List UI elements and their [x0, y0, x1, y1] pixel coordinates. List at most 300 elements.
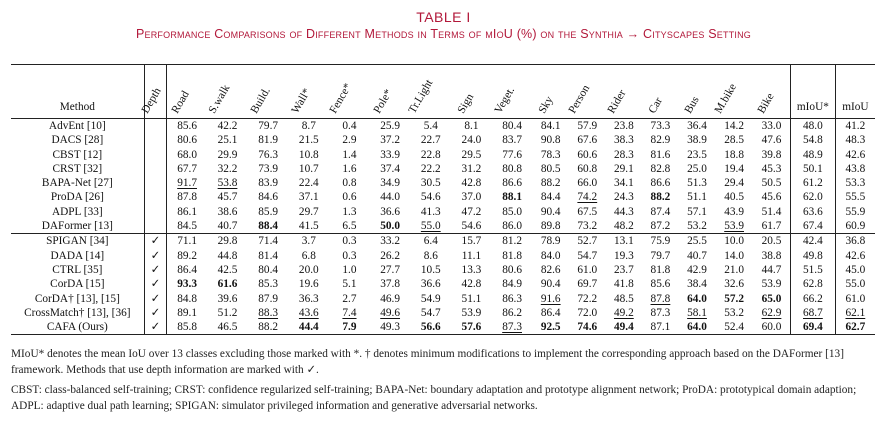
- class-value-cell: [753, 320, 791, 335]
- class-value-cell: [248, 292, 289, 306]
- cell-value: 62.1: [845, 306, 866, 319]
- class-value-cell: [642, 190, 679, 204]
- class-value-cell: [207, 234, 248, 249]
- cell-value: 29.5: [461, 148, 482, 161]
- class-value-cell: [569, 119, 606, 134]
- class-value-cell: [715, 148, 753, 162]
- cell-value: 44.7: [761, 263, 782, 276]
- class-value-cell: [642, 176, 679, 190]
- class-value-cell: [248, 320, 289, 335]
- class-value-cell: [532, 119, 569, 134]
- cell-value: 54.8: [803, 134, 823, 147]
- cell-value: 67.6: [577, 134, 598, 147]
- class-value-cell: [532, 219, 569, 234]
- table-row: [11, 292, 875, 306]
- class-value-cell: [642, 133, 679, 147]
- class-value-cell: [288, 176, 329, 190]
- cell-value: 45.6: [761, 191, 782, 204]
- class-value-cell: [606, 119, 643, 134]
- class-value-cell: [451, 320, 492, 335]
- cell-value: 66.2: [803, 292, 823, 305]
- class-value-cell: [606, 263, 643, 277]
- class-value-cell: [288, 205, 329, 219]
- cell-value: 57.9: [577, 120, 598, 132]
- class-value-cell: [642, 234, 679, 249]
- class-value-cell: [451, 162, 492, 176]
- cell-value: 82.8: [650, 162, 671, 175]
- cell-value: 46.9: [380, 292, 401, 305]
- miou-cell: [835, 190, 875, 204]
- depth-header-label: Depth: [139, 85, 164, 116]
- depth-check-cell: ✓: [144, 277, 166, 291]
- class-value-cell: [248, 249, 289, 263]
- cell-value: 84.6: [258, 191, 279, 204]
- depth-check-cell: [144, 119, 166, 134]
- class-value-cell: [370, 320, 411, 335]
- cell-value: 80.4: [502, 120, 522, 132]
- cell-value: 55.0: [420, 220, 441, 233]
- class-header-label: Wall*: [289, 86, 314, 116]
- cell-value: 51.5: [803, 263, 823, 276]
- class-value-cell: [715, 190, 753, 204]
- cell-value: 86.4: [177, 263, 197, 276]
- depth-check-cell: ✓: [144, 249, 166, 263]
- method-cell: DAFormer [13]: [11, 219, 144, 234]
- cell-value: 44.4: [298, 321, 319, 334]
- table-caption-label: TABLE I: [416, 9, 471, 25]
- class-value-cell: [642, 119, 679, 134]
- cell-value: 40.7: [687, 249, 707, 262]
- cell-value: 1.4: [342, 148, 357, 161]
- class-value-cell: [370, 249, 411, 263]
- cell-value: 36.6: [420, 278, 441, 291]
- cell-value: 84.5: [177, 220, 197, 233]
- cell-value: 29.9: [217, 148, 238, 161]
- table-row: [11, 277, 875, 291]
- cell-value: 30.5: [420, 177, 441, 190]
- cell-value: 57.6: [461, 321, 482, 334]
- cell-value: 65.0: [761, 292, 782, 305]
- cell-value: 53.9: [761, 278, 782, 291]
- cell-value: 22.8: [420, 148, 441, 161]
- cell-value: 41.3: [420, 205, 441, 218]
- class-value-cell: [167, 176, 208, 190]
- depth-check-cell: ✓: [144, 263, 166, 277]
- class-value-cell: [606, 162, 643, 176]
- class-value-cell: [679, 148, 716, 162]
- depth-check-cell: [144, 148, 166, 162]
- cell-value: 6.4: [423, 235, 438, 248]
- class-value-cell: [410, 249, 451, 263]
- miou-star-cell: [791, 148, 836, 162]
- cell-value: 51.3: [687, 177, 707, 190]
- class-value-cell: [370, 292, 411, 306]
- cell-value: 41.8: [613, 278, 634, 291]
- class-header: [451, 65, 492, 119]
- class-value-cell: [410, 162, 451, 176]
- miou-star-cell: [791, 205, 836, 219]
- class-value-cell: [329, 205, 370, 219]
- class-value-cell: [492, 306, 533, 320]
- cell-value: 83.9: [258, 177, 279, 190]
- class-value-cell: [370, 234, 411, 249]
- cell-value: 88.3: [258, 306, 279, 319]
- cell-value: 19.3: [613, 249, 634, 262]
- cell-value: 55.5: [845, 191, 866, 204]
- class-value-cell: [679, 205, 716, 219]
- miou-cell: [835, 263, 875, 277]
- cell-value: 58.1: [687, 306, 707, 319]
- class-value-cell: [753, 119, 791, 134]
- class-value-cell: [207, 292, 248, 306]
- cell-value: 10.7: [298, 162, 319, 175]
- class-value-cell: [248, 162, 289, 176]
- results-table: [11, 64, 875, 335]
- cell-value: 87.1: [650, 321, 671, 334]
- cell-value: 82.9: [650, 134, 671, 147]
- cell-value: 38.9: [687, 134, 707, 147]
- cell-value: 37.8: [380, 278, 401, 291]
- cell-value: 48.3: [845, 134, 866, 147]
- class-value-cell: [492, 148, 533, 162]
- cell-value: 54.6: [461, 220, 482, 233]
- cell-value: 86.6: [502, 177, 522, 190]
- class-value-cell: [370, 119, 411, 134]
- class-value-cell: [679, 306, 716, 320]
- class-value-cell: [370, 219, 411, 234]
- class-value-cell: [569, 277, 606, 291]
- class-value-cell: [167, 292, 208, 306]
- miou-star-cell: [791, 219, 836, 234]
- class-value-cell: [288, 148, 329, 162]
- class-value-cell: [492, 162, 533, 176]
- class-value-cell: [207, 249, 248, 263]
- cell-value: 0.3: [342, 235, 357, 248]
- cell-value: 43.8: [845, 162, 866, 175]
- cell-value: 86.2: [502, 306, 522, 319]
- cell-value: 78.3: [540, 148, 561, 161]
- class-value-cell: [207, 119, 248, 134]
- cell-value: 61.0: [577, 263, 598, 276]
- class-value-cell: [410, 133, 451, 147]
- class-value-cell: [329, 176, 370, 190]
- class-header-label: Car: [646, 95, 666, 116]
- class-value-cell: [606, 148, 643, 162]
- class-header-label: Fence*: [327, 81, 355, 116]
- class-value-cell: [207, 176, 248, 190]
- cell-value: 40.7: [217, 220, 238, 233]
- cell-value: 23.5: [687, 148, 707, 161]
- cell-value: 24.0: [461, 134, 482, 147]
- class-value-cell: [492, 119, 533, 134]
- cell-value: 87.4: [650, 205, 671, 218]
- cell-value: 60.0: [761, 321, 782, 334]
- cell-value: 25.5: [687, 235, 707, 248]
- cell-value: 41.5: [298, 220, 319, 233]
- class-value-cell: [329, 249, 370, 263]
- cell-value: 6.8: [301, 249, 316, 262]
- class-value-cell: [288, 249, 329, 263]
- class-header-label: M.bike: [712, 81, 739, 116]
- cell-value: 79.7: [650, 249, 671, 262]
- class-value-cell: [288, 234, 329, 249]
- cell-value: 49.6: [380, 306, 401, 319]
- class-value-cell: [167, 219, 208, 234]
- table-row: [11, 133, 875, 147]
- class-header: [642, 65, 679, 119]
- cell-value: 51.1: [461, 292, 482, 305]
- cell-value: 41.2: [845, 120, 866, 132]
- class-value-cell: [753, 306, 791, 320]
- class-value-cell: [370, 190, 411, 204]
- cell-value: 42.5: [217, 263, 238, 276]
- class-value-cell: [715, 320, 753, 335]
- class-value-cell: [532, 292, 569, 306]
- depth-check-cell: [144, 162, 166, 176]
- class-value-cell: [248, 133, 289, 147]
- class-value-cell: [167, 162, 208, 176]
- class-value-cell: [451, 133, 492, 147]
- class-value-cell: [207, 219, 248, 234]
- cell-value: 91.6: [540, 292, 561, 305]
- class-value-cell: [248, 148, 289, 162]
- class-value-cell: [410, 190, 451, 204]
- cell-value: 34.1: [613, 177, 634, 190]
- class-value-cell: [606, 234, 643, 249]
- cell-value: 80.5: [540, 162, 561, 175]
- class-value-cell: [642, 292, 679, 306]
- class-value-cell: [492, 133, 533, 147]
- class-value-cell: [532, 162, 569, 176]
- cell-value: 76.3: [258, 148, 279, 161]
- cell-value: 25.1: [217, 134, 238, 147]
- class-value-cell: [679, 263, 716, 277]
- class-header: [288, 65, 329, 119]
- cell-value: 90.4: [540, 278, 561, 291]
- cell-value: 87.8: [177, 191, 197, 204]
- cell-value: 73.2: [577, 220, 598, 233]
- cell-value: 22.2: [420, 162, 441, 175]
- class-value-cell: [167, 190, 208, 204]
- class-value-cell: [167, 148, 208, 162]
- class-value-cell: [642, 205, 679, 219]
- class-header: [406, 65, 451, 119]
- class-value-cell: [569, 234, 606, 249]
- cell-value: 62.9: [761, 306, 782, 319]
- class-value-cell: [248, 277, 289, 291]
- class-value-cell: [451, 219, 492, 234]
- cell-value: 49.3: [380, 321, 401, 334]
- miou-cell: [835, 219, 875, 234]
- cell-value: 15.7: [461, 235, 482, 248]
- cell-value: 60.9: [845, 220, 866, 233]
- cell-value: 62.0: [803, 191, 823, 204]
- depth-check-cell: [144, 219, 166, 234]
- cell-value: 34.9: [380, 177, 401, 190]
- cell-value: 72.2: [577, 292, 598, 305]
- class-value-cell: [248, 306, 289, 320]
- class-value-cell: [532, 190, 569, 204]
- cell-value: 82.6: [540, 263, 561, 276]
- cell-value: 87.2: [650, 220, 671, 233]
- depth-check-cell: ✓: [144, 320, 166, 335]
- class-value-cell: [569, 219, 606, 234]
- class-value-cell: [715, 119, 753, 134]
- class-value-cell: [606, 219, 643, 234]
- class-value-cell: [207, 148, 248, 162]
- class-value-cell: [451, 190, 492, 204]
- cell-value: 42.8: [461, 278, 482, 291]
- class-value-cell: [679, 292, 716, 306]
- cell-value: 38.4: [687, 278, 707, 291]
- cell-value: 23.7: [613, 263, 634, 276]
- method-header: Method: [11, 65, 144, 119]
- cell-value: 38.8: [761, 249, 782, 262]
- depth-check-cell: ✓: [144, 234, 166, 249]
- class-value-cell: [532, 176, 569, 190]
- class-value-cell: [569, 148, 606, 162]
- miou-star-cell: [791, 263, 836, 277]
- class-value-cell: [207, 277, 248, 291]
- cell-value: 55.0: [845, 278, 866, 291]
- cell-value: 74.6: [577, 321, 598, 334]
- table-row: [11, 190, 875, 204]
- miou-star-cell: [791, 320, 836, 335]
- cell-value: 0.4: [342, 120, 357, 132]
- class-value-cell: [642, 249, 679, 263]
- class-value-cell: [410, 277, 451, 291]
- class-value-cell: [753, 219, 791, 234]
- cell-value: 52.4: [724, 321, 744, 334]
- class-header: [370, 65, 411, 119]
- cell-value: 29.8: [217, 235, 238, 248]
- cell-value: 53.9: [724, 220, 744, 233]
- cell-value: 85.8: [177, 321, 197, 334]
- cell-value: 52.7: [577, 235, 598, 248]
- depth-check-cell: [144, 133, 166, 147]
- cell-value: 45.3: [761, 162, 782, 175]
- class-value-cell: [248, 190, 289, 204]
- miou-header: mIoU: [835, 65, 875, 119]
- cell-value: 49.4: [613, 321, 634, 334]
- cell-value: 19.4: [724, 162, 744, 175]
- cell-value: 73.3: [650, 120, 671, 132]
- class-header-label: Bus: [682, 94, 702, 116]
- class-header: [712, 65, 753, 119]
- class-value-cell: [715, 133, 753, 147]
- cell-value: 77.6: [502, 148, 522, 161]
- class-header-label: Sky: [536, 94, 556, 116]
- cell-value: 42.6: [845, 249, 866, 262]
- cell-value: 60.6: [577, 148, 598, 161]
- depth-check-cell: [144, 176, 166, 190]
- cell-value: 63.6: [803, 205, 823, 218]
- class-value-cell: [532, 263, 569, 277]
- class-value-cell: [715, 292, 753, 306]
- method-cell: AdvEnt [10]: [11, 119, 144, 134]
- class-value-cell: [207, 263, 248, 277]
- cell-value: 44.0: [380, 191, 401, 204]
- cell-value: 67.4: [803, 220, 823, 233]
- method-cell: DACS [28]: [11, 133, 144, 147]
- cell-value: 93.3: [177, 278, 197, 291]
- cell-value: 49.2: [613, 306, 634, 319]
- table-row: [11, 249, 875, 263]
- class-value-cell: [329, 119, 370, 134]
- class-value-cell: [410, 176, 451, 190]
- class-value-cell: [167, 277, 208, 291]
- class-value-cell: [207, 320, 248, 335]
- class-header: [207, 65, 248, 119]
- class-value-cell: [753, 249, 791, 263]
- class-value-cell: [451, 176, 492, 190]
- cell-value: 80.4: [258, 263, 279, 276]
- cell-value: 44.3: [613, 205, 634, 218]
- cell-value: 5.4: [423, 120, 438, 132]
- class-value-cell: [679, 190, 716, 204]
- table-row: [11, 162, 875, 176]
- class-value-cell: [492, 263, 533, 277]
- cell-value: 84.0: [540, 249, 561, 262]
- miou-star-cell: [791, 162, 836, 176]
- cell-value: 29.7: [298, 205, 319, 218]
- cell-value: 46.5: [217, 321, 238, 334]
- cell-value: 36.6: [380, 205, 401, 218]
- class-value-cell: [569, 263, 606, 277]
- class-value-cell: [606, 292, 643, 306]
- class-value-cell: [451, 292, 492, 306]
- cell-value: 61.0: [845, 292, 866, 305]
- class-value-cell: [288, 306, 329, 320]
- cell-value: 37.0: [461, 191, 482, 204]
- class-header-label: Build.: [248, 85, 274, 116]
- miou-star-header: mIoU*: [791, 65, 836, 119]
- class-value-cell: [569, 249, 606, 263]
- cell-value: 6.5: [342, 220, 357, 233]
- class-value-cell: [715, 176, 753, 190]
- depth-check-cell: [144, 190, 166, 204]
- class-value-cell: [679, 162, 716, 176]
- class-value-cell: [329, 133, 370, 147]
- footnote-miou: MIoU* denotes the mean IoU over 13 classes excluding those marked with *. † denotes minimum modifications to implement the corresponding approach based on the DAFormer [13] framework. Methods that use depth information are marked with ✓.: [11, 348, 844, 376]
- class-value-cell: [329, 190, 370, 204]
- cell-value: 54.6: [420, 191, 441, 204]
- cell-value: 47.2: [461, 205, 482, 218]
- miou-star-cell: [791, 190, 836, 204]
- cell-value: 42.2: [217, 120, 238, 132]
- cell-value: 44.8: [217, 249, 238, 262]
- class-value-cell: [492, 176, 533, 190]
- class-value-cell: [606, 205, 643, 219]
- cell-value: 53.9: [461, 306, 482, 319]
- cell-value: 54.7: [420, 306, 441, 319]
- class-value-cell: [288, 219, 329, 234]
- class-value-cell: [679, 119, 716, 134]
- method-cell: CrossMatch† [13], [36]: [11, 306, 144, 320]
- class-value-cell: [370, 176, 411, 190]
- class-value-cell: [532, 249, 569, 263]
- class-value-cell: [492, 190, 533, 204]
- cell-value: 0.8: [342, 177, 357, 190]
- footnote-abbreviations: CBST: class-balanced self-training; CRST: confidence regularized self-training; BAPA-Net: boundary adaptation and prototype alignment network; ProDA: prototypical domain adaption; ADPL: adaptive dual path learning; SPIGAN: simulator privileged information and generative adversarial networks.: [11, 384, 857, 412]
- cell-value: 27.7: [380, 263, 401, 276]
- cell-value: 50.5: [761, 177, 782, 190]
- class-value-cell: [569, 162, 606, 176]
- class-value-cell: [248, 219, 289, 234]
- cell-value: 88.2: [540, 177, 561, 190]
- class-value-cell: [753, 263, 791, 277]
- class-header-label: Veget.: [492, 84, 517, 116]
